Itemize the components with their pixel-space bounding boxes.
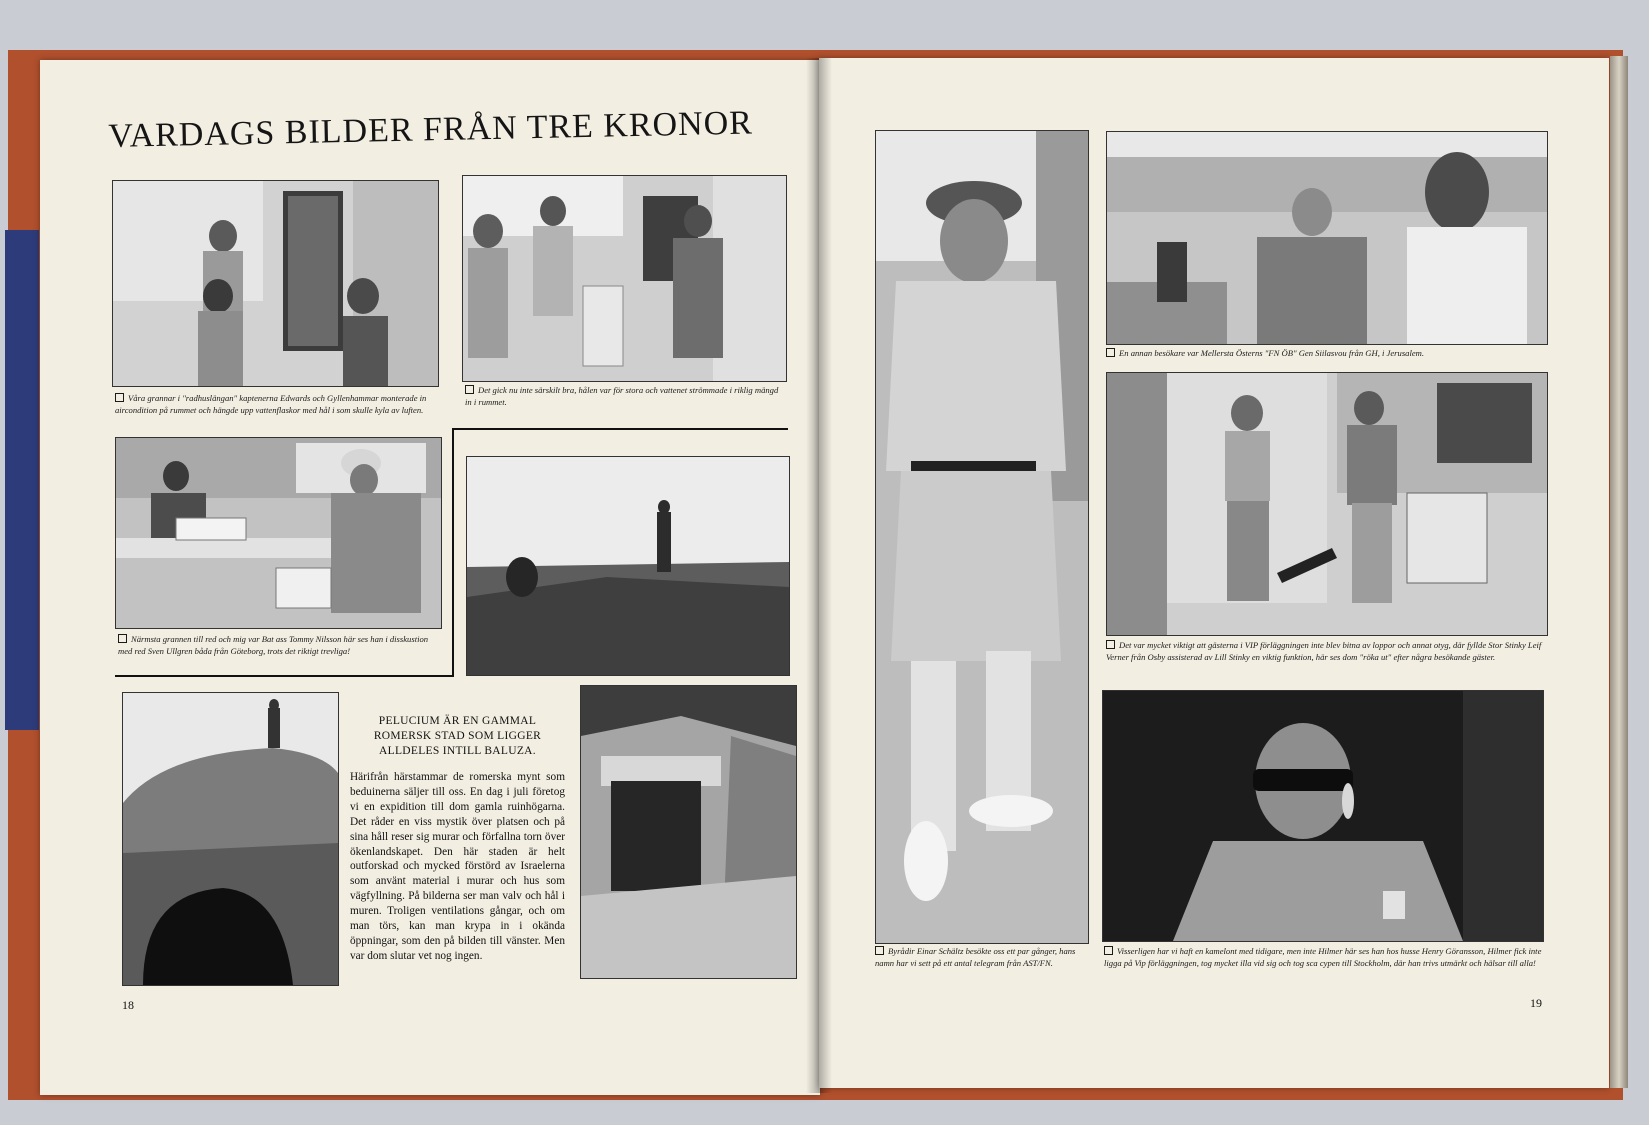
- photo-desert-mound: [466, 456, 790, 676]
- photo-water-leak: [462, 175, 787, 382]
- photo-vip-fumigation: [1106, 372, 1548, 636]
- photo-officer-portrait: [875, 130, 1089, 944]
- page-number-left: 18: [122, 998, 134, 1012]
- caption-marker: [875, 946, 884, 955]
- caption-water-leak: Det gick nu inte särskilt bra, hålen var för stora och vattenet strömmade i riklig mängd in i rummet.: [465, 385, 779, 407]
- photo-ruin-arch: [122, 692, 339, 986]
- article-body: Härifrån härstammar de romerska mynt som beduinerna säljer till oss. En dag i juli företog vi en expidition till dom gamla ruinhögarna. Det råder en viss mystik över platsen och på sina håll reser sig murar och förfallna torn över ökenlandskapet. Den här staden är helt outforskad och mycked förstörd av Israelerna som använt material i murar och hus som vägfyllning. På bilderna ser man valv och hål i muren. Troligen ventilations gångar, och om man törs, kan man krypa in i okända öppningar, som den på bilden till vänster. Men var dom slutar vet nog ingen.: [350, 771, 565, 962]
- caption-marker: [118, 634, 127, 643]
- frame-line-top: [452, 428, 788, 430]
- caption-marker: [1106, 348, 1115, 357]
- caption-marker: [465, 385, 474, 394]
- frame-line-bottom: [115, 675, 454, 677]
- caption-marker: [1106, 640, 1115, 649]
- article-heading: PELUCIUM ÄR EN GAMMAL ROMERSK STAD SOM LIGGER ALLDELES INTILL BALUZA.: [373, 715, 542, 757]
- caption-chameleon: Visserligen har vi haft en kamelont med tidigare, men inte Hilmer här ses han hos husse Henry Göransson, Hilmer fick inte ligga på Vip förläggningen, tog mycket illa vid sig och tog sca cypen till Stockholm, där han trivs utmärkt och hälsar till alla!: [1104, 946, 1542, 968]
- caption-marker: [1104, 946, 1113, 955]
- book-cover-left-strip: [5, 230, 39, 730]
- photo-general-visit: [1106, 131, 1548, 345]
- caption-marker: [115, 393, 124, 402]
- spread-title: VARDAGS BILDER FRÅN TRE KRONOR: [108, 104, 754, 155]
- page-number-right: 19: [1530, 996, 1542, 1010]
- caption-aircondition: Våra grannar i "radhuslängan" kaptenerna Edwards och Gyllenhammar monterade in aircondition på rummet och hängde upp vattenflaskor med hål i som skulle kyla av luften.: [115, 393, 427, 415]
- book-gutter: [806, 58, 832, 1093]
- photo-ruin-opening: [580, 685, 797, 979]
- caption-general-visit: En annan besökare var Mellersta Österns "FN ÖB" Gen Siilasvou från GH, i Jerusalem.: [1106, 348, 1546, 360]
- photo-aircondition: [112, 180, 439, 387]
- caption-officer-portrait: Byrådir Einar Schältz besökte oss ett par gånger, hans namn har vi sett på ett antal telegram från AST/FN.: [875, 946, 1076, 968]
- frame-line-left: [452, 428, 454, 675]
- caption-office-discussion: Närmsta grannen till red och mig var Bat ass Tommy Nilsson här ses han i disskustion med red Sven Ullgren båda från Göteborg, trots det riktigt trevliga!: [118, 634, 429, 656]
- page-edges: [1610, 56, 1628, 1088]
- photo-chameleon: [1102, 690, 1544, 942]
- photo-office-discussion: [115, 437, 442, 629]
- caption-vip-fumigation: Det var mycket viktigt att gästerna i VIP förläggningen inte blev bitna av loppor och annat otyg, där fyllde Stor Stinky Leif Verner från Osby assisterad av Lill Stinky en viktig funktion, här ses dom "röka ut" efter några besökande gäster.: [1106, 640, 1542, 662]
